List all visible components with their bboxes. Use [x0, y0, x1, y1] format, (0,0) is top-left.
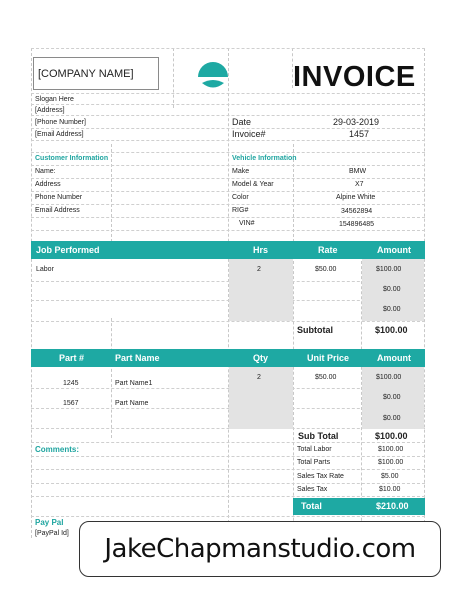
sales-tax-label: Sales Tax [297, 486, 328, 493]
parts-header-band [31, 349, 425, 367]
hrs-header: Hrs [253, 245, 269, 255]
amount-header: Amount [377, 245, 411, 255]
job-row-3-amount: $0.00 [383, 306, 401, 313]
parts-subtotal-value: $100.00 [375, 431, 408, 441]
jobs-subtotal-value: $100.00 [375, 325, 408, 335]
vehicle-model-label: Model & Year [232, 181, 274, 188]
vehicle-vin-label: VIN# [239, 220, 255, 227]
date-value: 29-03-2019 [333, 117, 380, 127]
grid-line [31, 456, 425, 457]
grid-line [111, 318, 112, 438]
grand-total-bar [293, 498, 425, 515]
paypal-heading: Pay Pal [35, 518, 64, 527]
grid-line [31, 469, 425, 470]
teal-half-circle-logo-icon [196, 62, 230, 92]
grand-total-label: Total [301, 501, 322, 511]
qty-shaded-column [229, 367, 293, 429]
customer-address-label: Address [35, 181, 61, 188]
job-performed-header: Job Performed [36, 245, 100, 255]
grid-line [31, 178, 425, 179]
company-phone: [Phone Number] [35, 119, 86, 126]
grid-line [31, 191, 425, 192]
total-labor-label: Total Labor [297, 446, 332, 453]
part-row-1-name: Part Name1 [115, 380, 153, 387]
part-row-1-number: 1245 [63, 380, 79, 387]
comments-heading: Comments: [35, 445, 80, 454]
total-parts-label: Total Parts [297, 459, 331, 466]
grid-line [31, 442, 425, 443]
job-row-2-amount: $0.00 [383, 286, 401, 293]
slogan: Slogan Here [35, 96, 74, 103]
vehicle-model-value: X7 [355, 181, 364, 188]
parts-subtotal-label: Sub Total [298, 431, 339, 441]
vehicle-rig-value: 34562894 [341, 208, 373, 215]
date-label: Date [232, 117, 252, 127]
invoice-title: INVOICE [293, 61, 416, 93]
hours-shaded-column [229, 259, 293, 321]
part-row-2-amount: $0.00 [383, 394, 401, 401]
part-row-2-number: 1567 [63, 400, 79, 407]
customer-email-label: Email Address [35, 207, 80, 214]
grid-line [31, 204, 425, 205]
part-row-1-amount: $100.00 [376, 374, 402, 381]
total-parts-value: $100.00 [378, 459, 404, 466]
rate-header: Rate [318, 245, 338, 255]
vehicle-vin-value: 154896485 [339, 221, 375, 228]
part-row-1-qty: 2 [257, 374, 261, 381]
part-number-header: Part # [59, 353, 85, 363]
vehicle-make-value: BMW [349, 168, 367, 175]
jobs-subtotal-label: Subtotal [297, 325, 333, 335]
sales-tax-value: $10.00 [379, 486, 401, 493]
grid-line [31, 496, 425, 497]
grid-line [31, 483, 425, 484]
company-address: [Address] [35, 107, 65, 114]
sales-tax-rate-label: Sales Tax Rate [297, 473, 344, 480]
watermark-text: JakeChapmanstudio.com [104, 534, 416, 564]
grand-total-value: $210.00 [376, 501, 409, 511]
part-row-2-name: Part Name [115, 400, 149, 407]
grid-line [31, 230, 425, 231]
part-row-3-amount: $0.00 [383, 415, 401, 422]
grid-line [31, 516, 425, 517]
qty-header: Qty [253, 353, 269, 363]
vehicle-info-heading: Vehicle Information [232, 155, 297, 162]
vehicle-rig-label: RIG# [232, 207, 249, 214]
paypal-id: [PayPal Id] [35, 530, 69, 537]
customer-name-label: Name: [35, 168, 56, 175]
company-name: [COMPANY NAME] [33, 57, 159, 90]
grid-line [31, 48, 425, 49]
jobs-header-band [31, 241, 425, 259]
grid-line [111, 144, 112, 242]
total-labor-value: $100.00 [378, 446, 404, 453]
grid-line [31, 115, 425, 116]
grid-line [31, 152, 425, 153]
customer-info-heading: Customer Information [35, 155, 109, 162]
job-row-1-hours: 2 [257, 266, 261, 273]
job-row-1-amount: $100.00 [376, 266, 402, 273]
grid-line [173, 48, 174, 108]
vehicle-color-value: Alpine White [336, 194, 376, 201]
vehicle-color-label: Color [232, 194, 249, 201]
part-row-1-unit-price: $50.00 [315, 374, 337, 381]
invoice-number-label: Invoice# [232, 129, 266, 139]
grid-line [31, 165, 425, 166]
customer-phone-label: Phone Number [35, 194, 83, 201]
job-row-1-name: Labor [36, 266, 54, 273]
job-row-1-rate: $50.00 [315, 266, 337, 273]
parts-amount-header: Amount [377, 353, 411, 363]
invoice-number-value: 1457 [349, 129, 370, 139]
vehicle-make-label: Make [232, 168, 250, 175]
grid-line [424, 48, 425, 538]
company-email: [Email Address] [35, 131, 84, 138]
watermark-banner [79, 521, 441, 577]
part-name-header: Part Name [115, 353, 160, 363]
grid-line [31, 217, 425, 218]
invoice-sheet [31, 48, 425, 538]
grid-line [31, 321, 425, 322]
sales-tax-rate-value: $5.00 [381, 473, 399, 480]
grid-line [31, 140, 425, 141]
unit-price-header: Unit Price [307, 353, 350, 363]
grid-line [31, 104, 425, 105]
grid-line [31, 48, 32, 538]
